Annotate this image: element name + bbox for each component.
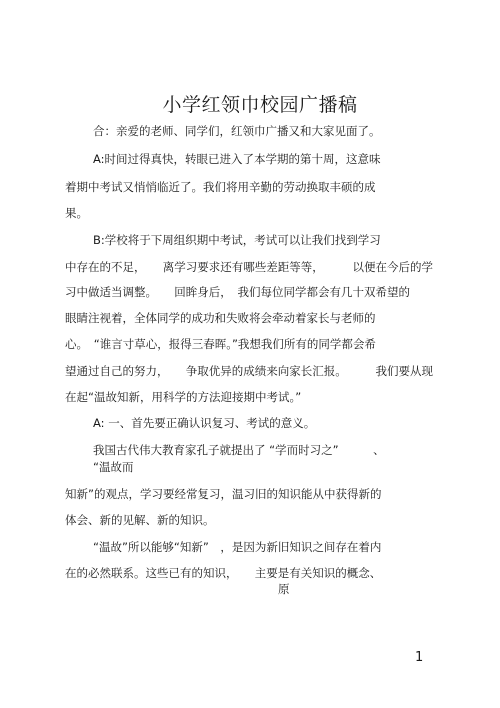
text-line: 习中做适当调整。 回眸身后， 我们每位同学都会有几十双希望的 (65, 285, 410, 299)
text-line: A:时间过得真快，转眼已进入了本学期的第十周，这意味 (93, 152, 381, 166)
text-line: 望通过自己的努力， 争取优异的成绩来向家长汇报。 我们要从现 (65, 364, 433, 378)
text-line: 合：亲爱的老师、同学们，红领巾广播又和大家见面了。 (93, 124, 381, 138)
document-title: 小学红领巾校园广播稿 (162, 94, 358, 116)
text-line: 心。 “谁言寸草心，报得三春晖。”我想我们所有的同学都会希 (65, 337, 376, 351)
text-line: 在起“温故知新，用科学的方法迎接期中考试。” (65, 390, 302, 404)
text-line: “温故而 (93, 460, 134, 474)
text-line: 在的必然联系。这些已有的知识， 主要是有关知识的概念、 (65, 566, 382, 580)
text-line: 原 (278, 582, 290, 596)
text-line: 知新”的观点，学习要经常复习，温习旧的知识能从中获得新的 (65, 487, 382, 501)
text-line: “温故”所以能够“知新” ，是因为新旧知识之间存在着内 (93, 540, 382, 554)
text-line: 中存在的不足， 离学习要求还有哪些差距等等， 以便在今后的学 (65, 260, 433, 274)
text-line: 体会、新的见解、新的知识。 (65, 513, 215, 527)
text-line: 我国古代伟大教育家孔子就提出了 “学而时习之” 、 (93, 443, 385, 457)
text-line: B:学校将于下周组织期中考试，考试可以让我们找到学习 (93, 233, 381, 247)
text-line: 眼睛注视着，全体同学的成功和失败将会牵动着家长与老师的 (65, 311, 376, 325)
text-line: 果。 (65, 206, 88, 220)
page-number: 1 (415, 650, 424, 665)
text-line: A: 一、首先要正确认识复习、考试的意义。 (93, 416, 316, 430)
text-line: 着期中考试又悄悄临近了。我们将用辛勤的劳动换取丰硕的成 (65, 180, 376, 194)
